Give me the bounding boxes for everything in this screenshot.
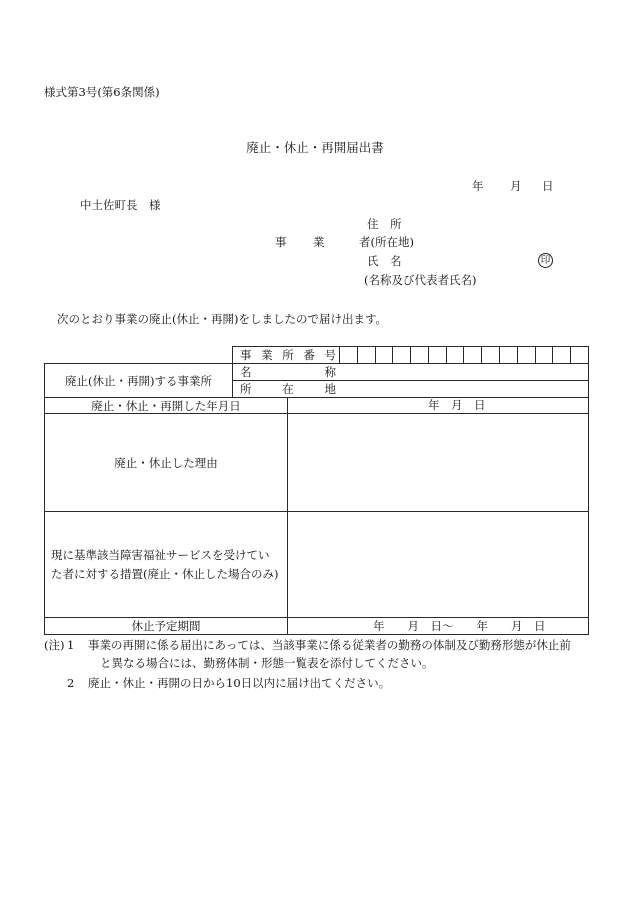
office-number-digit-box	[411, 347, 429, 363]
office-number-digit-box	[464, 347, 482, 363]
table-column-rule	[287, 397, 288, 635]
office-number-digit-box	[393, 347, 411, 363]
office-number-digit-box	[447, 347, 465, 363]
office-number-digit-box	[500, 347, 518, 363]
form-title: 廃止・休止・再開届出書	[246, 140, 384, 155]
office-label: 廃止(休止・再開)する事業所	[65, 373, 212, 388]
seal-mark: 印	[538, 253, 553, 268]
office-number-digit-box	[482, 347, 500, 363]
office-number-digit-box	[536, 347, 554, 363]
office-number-label: 事 業 所 番 号	[240, 348, 336, 362]
note-2-line-1: 廃止・休止・再開の日から10日以内に届け出てください。	[88, 676, 391, 690]
office-number-digit-box	[429, 347, 447, 363]
business-label-suffix: 者(所在地)	[359, 235, 414, 249]
office-number-digit-box	[553, 347, 571, 363]
office-name-label: 名 称	[240, 365, 336, 379]
note-1-number: 1	[67, 638, 75, 652]
period-value: 年 月 日〜 年 月 日	[373, 619, 546, 633]
office-number-digit-box	[358, 347, 376, 363]
period-label: 休止予定期間	[131, 619, 201, 633]
office-address-label: 所 在 地	[240, 382, 336, 396]
date-year-label: 年	[472, 179, 484, 193]
office-number-digit-box	[340, 347, 358, 363]
date-month-label: 月	[510, 179, 522, 193]
notes-prefix: (注)	[44, 638, 65, 652]
addressee: 中土佐町長 様	[80, 198, 161, 212]
statement: 次のとおり事業の廃止(休止・再開)をしましたので届け出ます。	[57, 312, 388, 326]
business-label-char-2: 業	[313, 235, 325, 249]
measures-label-line-1: 現に基準該当障害福祉サービスを受けてい	[51, 547, 270, 562]
office-number-digit-box	[518, 347, 536, 363]
reason-label: 廃止・休止した理由	[114, 455, 218, 470]
office-number-row	[232, 346, 589, 364]
table-column-rule	[232, 363, 233, 397]
date-day-label: 日	[542, 179, 554, 193]
office-number-label-cell	[233, 347, 340, 363]
note-2-number: 2	[67, 676, 75, 690]
office-number-digit-box	[571, 347, 588, 363]
note-1-line-2: と異なる場合には、勤務体制・形態一覧表を添付してください。	[100, 656, 434, 670]
form-number: 様式第3号(第6条関係)	[44, 85, 160, 99]
office-number-digit-box	[376, 347, 394, 363]
name-label: 氏 名	[367, 254, 402, 268]
name-note: (名称及び代表者氏名)	[364, 273, 477, 287]
date-label: 廃止・休止・再開した年月日	[91, 398, 241, 413]
address-label: 住 所	[367, 217, 402, 231]
date-value: 年 月 日	[428, 398, 486, 412]
measures-label	[45, 512, 287, 617]
business-label-char-1: 事	[275, 235, 287, 249]
note-1-line-1: 事業の再開に係る届出にあっては、当該事業に係る従業者の勤務の体制及び勤務形態が休止前	[88, 638, 571, 652]
measures-label-line-2: た者に対する措置(廃止・休止した場合のみ)	[51, 566, 279, 581]
